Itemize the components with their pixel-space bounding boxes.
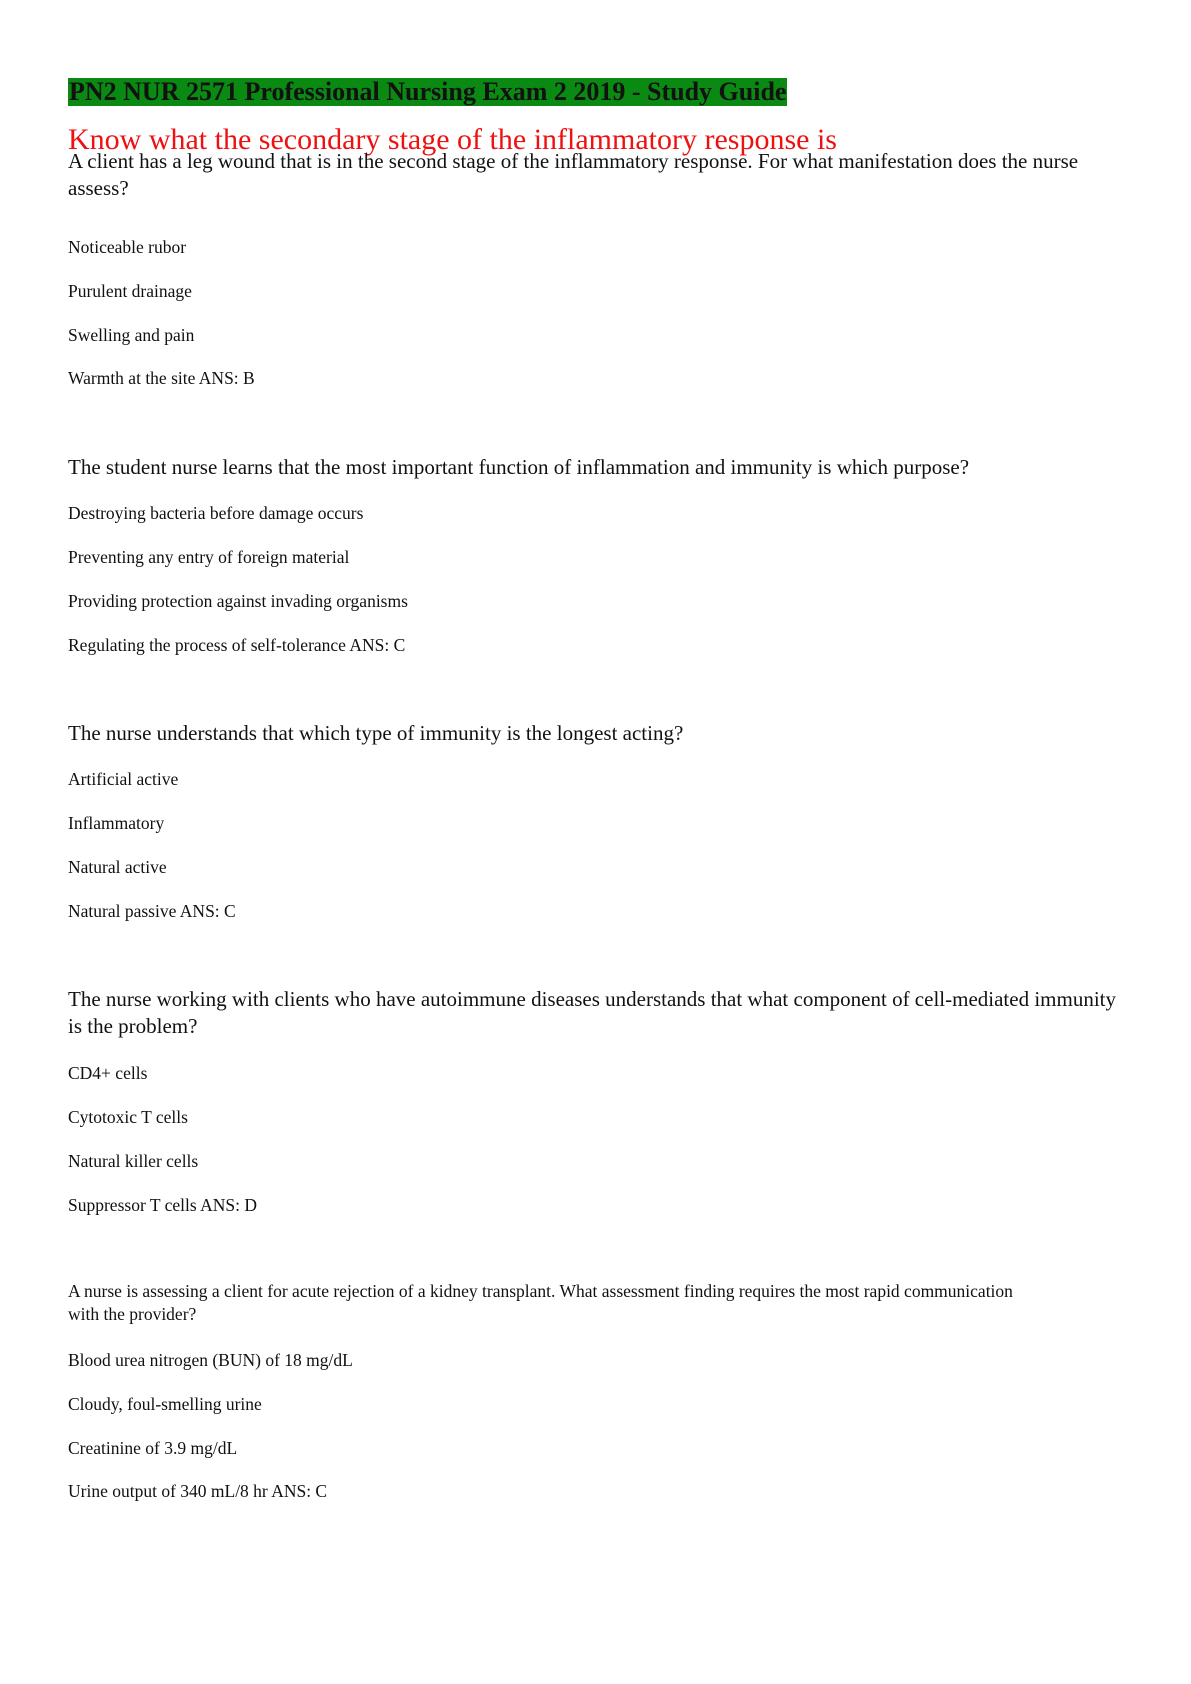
- question-2-option-c: Providing protection against invading organisms: [68, 591, 408, 611]
- question-4-option-a: CD4+ cells: [68, 1063, 148, 1083]
- question-5-option-c: Creatinine of 3.9 mg/dL: [68, 1438, 238, 1458]
- question-2-option-b: Preventing any entry of foreign material: [68, 547, 350, 567]
- question-2-text: The student nurse learns that the most important function of inflammation and immunity is which purpose?: [68, 455, 970, 479]
- question-3-option-b: Inflammatory: [68, 813, 165, 833]
- document-title: PN2 NUR 2571 Professional Nursing Exam 2 2019 - Study Guide: [69, 77, 787, 106]
- question-2-option-d: [68, 634, 405, 656]
- answer-key: ANS: C: [349, 635, 406, 655]
- section-heading: Know what the secondary stage of the inflammatory response is: [68, 123, 837, 156]
- question-1-text: A client has a leg wound that is in the second stage of the inflammatory response. For what manifestation does the nurse assess?: [68, 149, 1079, 200]
- question-4-text: The nurse working with clients who have autoimmune diseases understands that what component of cell-mediated immunity is the problem?: [68, 987, 1117, 1038]
- question-1-option-a: Noticeable rubor: [68, 237, 187, 257]
- question-3-text: The nurse understands that which type of immunity is the longest acting?: [68, 721, 684, 745]
- answer-key: ANS: D: [200, 1195, 257, 1215]
- answer-key: ANS: C: [179, 901, 236, 921]
- question-5-option-a: Blood urea nitrogen (BUN) of 18 mg/dL: [68, 1350, 353, 1370]
- question-3-option-a: Artificial active: [68, 769, 179, 789]
- question-1-option-d: [68, 367, 255, 389]
- question-5-option-d: [68, 1480, 327, 1502]
- answer-key: ANS: C: [271, 1481, 328, 1501]
- option-text: Suppressor T cells: [68, 1195, 197, 1215]
- question-1-option-b: Purulent drainage: [68, 281, 192, 301]
- question-5-option-b: Cloudy, foul-smelling urine: [68, 1394, 262, 1414]
- option-text: Urine output of 340 mL/8 hr: [68, 1481, 268, 1501]
- question-4-option-c: Natural killer cells: [68, 1151, 199, 1171]
- answer-key: ANS: B: [198, 368, 255, 388]
- question-2-option-a: Destroying bacteria before damage occurs: [68, 503, 364, 523]
- option-text: Regulating the process of self-tolerance: [68, 635, 346, 655]
- option-text: Warmth at the site: [68, 368, 196, 388]
- question-1-option-c: Swelling and pain: [68, 325, 195, 345]
- question-4-option-b: Cytotoxic T cells: [68, 1107, 188, 1127]
- question-3-option-d: [68, 900, 236, 922]
- question-3-option-c: Natural active: [68, 857, 167, 877]
- option-text: Natural passive: [68, 901, 177, 921]
- question-5-text: A nurse is assessing a client for acute rejection of a kidney transplant. What assessment finding requires the most rapid communication with the provider?: [68, 1281, 1013, 1324]
- question-4-option-d: [68, 1194, 257, 1216]
